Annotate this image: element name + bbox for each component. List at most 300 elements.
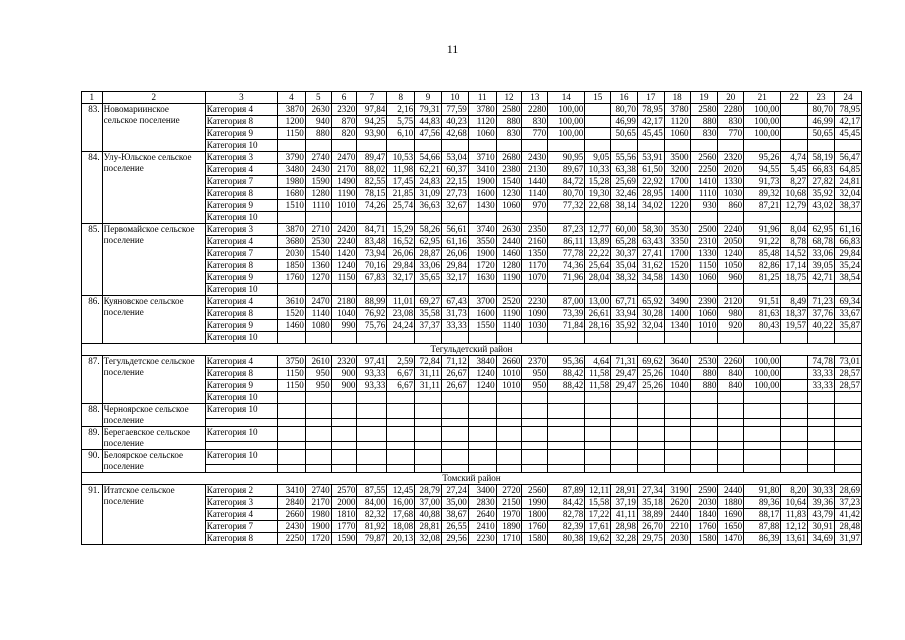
value-cell: 70,16 bbox=[357, 260, 387, 272]
value-cell: 2640 bbox=[468, 509, 496, 521]
value-cell: 31,73 bbox=[441, 308, 468, 320]
value-cell: 37,76 bbox=[808, 308, 835, 320]
value-cell: 23,08 bbox=[387, 308, 415, 320]
district-name: Томский район bbox=[82, 473, 862, 485]
value-cell bbox=[781, 392, 808, 404]
row-number: 84. bbox=[82, 152, 103, 224]
value-cell bbox=[415, 427, 442, 442]
value-cell bbox=[718, 332, 744, 344]
value-cell: 1550 bbox=[468, 320, 496, 332]
value-cell: 66,83 bbox=[834, 236, 861, 248]
value-cell: 33,33 bbox=[441, 320, 468, 332]
value-cell: 42,71 bbox=[808, 272, 835, 284]
empty-cell bbox=[834, 419, 861, 427]
value-cell: 80,43 bbox=[744, 320, 781, 332]
empty-cell bbox=[357, 465, 387, 473]
value-cell: 100,00 bbox=[744, 356, 781, 368]
value-cell bbox=[781, 104, 808, 116]
empty-cell bbox=[548, 465, 585, 473]
value-cell bbox=[441, 392, 468, 404]
value-cell bbox=[718, 392, 744, 404]
value-cell: 2050 bbox=[718, 236, 744, 248]
value-cell: 1240 bbox=[468, 380, 496, 392]
value-cell: 18,37 bbox=[781, 308, 808, 320]
value-cell: 32,17 bbox=[387, 272, 415, 284]
value-cell bbox=[496, 450, 522, 465]
value-cell bbox=[781, 450, 808, 465]
value-cell bbox=[664, 392, 690, 404]
value-cell: 31,09 bbox=[415, 188, 442, 200]
value-cell: 87,23 bbox=[548, 224, 585, 236]
category-cell: Категория 10 bbox=[205, 427, 277, 442]
empty-cell bbox=[664, 442, 690, 450]
value-cell: 1140 bbox=[496, 320, 522, 332]
empty-cell bbox=[611, 442, 638, 450]
value-cell: 12,79 bbox=[781, 200, 808, 212]
value-cell: 1600 bbox=[468, 188, 496, 200]
value-cell: 1040 bbox=[664, 368, 690, 380]
value-cell: 1060 bbox=[468, 128, 496, 140]
value-cell: 33,67 bbox=[834, 308, 861, 320]
value-cell: 900 bbox=[331, 380, 357, 392]
value-cell bbox=[611, 140, 638, 152]
value-cell: 1590 bbox=[305, 176, 331, 188]
value-cell: 2620 bbox=[664, 497, 690, 509]
value-cell: 67,83 bbox=[357, 272, 387, 284]
value-cell: 2530 bbox=[690, 356, 718, 368]
value-cell: 35,58 bbox=[415, 308, 442, 320]
value-cell bbox=[585, 128, 611, 140]
value-cell: 2240 bbox=[718, 224, 744, 236]
value-cell bbox=[357, 450, 387, 465]
value-cell: 1800 bbox=[522, 509, 548, 521]
value-cell: 85,48 bbox=[744, 248, 781, 260]
value-cell: 69,62 bbox=[637, 356, 664, 368]
value-cell: 25,64 bbox=[585, 260, 611, 272]
value-cell: 1340 bbox=[664, 320, 690, 332]
value-cell: 3740 bbox=[468, 224, 496, 236]
value-cell: 2260 bbox=[718, 356, 744, 368]
category-cell: Категория 9 bbox=[205, 272, 277, 284]
value-cell: 840 bbox=[718, 368, 744, 380]
value-cell: 95,26 bbox=[744, 152, 781, 164]
table-row bbox=[82, 404, 862, 419]
value-cell: 29,56 bbox=[441, 533, 468, 545]
value-cell: 3410 bbox=[468, 164, 496, 176]
value-cell: 2440 bbox=[718, 485, 744, 497]
table-row bbox=[82, 296, 862, 308]
value-cell: 2250 bbox=[690, 164, 718, 176]
value-cell: 940 bbox=[305, 116, 331, 128]
value-cell: 19,62 bbox=[585, 533, 611, 545]
value-cell: 1200 bbox=[278, 116, 306, 128]
value-cell bbox=[611, 332, 638, 344]
value-cell: 3870 bbox=[278, 224, 306, 236]
value-cell bbox=[387, 212, 415, 224]
value-cell: 26,55 bbox=[441, 521, 468, 533]
category-cell: Категория 10 bbox=[205, 392, 277, 404]
value-cell bbox=[468, 404, 496, 419]
value-cell: 1630 bbox=[468, 272, 496, 284]
value-cell: 1510 bbox=[278, 200, 306, 212]
value-cell bbox=[496, 392, 522, 404]
value-cell: 26,67 bbox=[441, 380, 468, 392]
value-cell: 90,95 bbox=[548, 152, 585, 164]
category-cell: Категория 10 bbox=[205, 450, 277, 465]
category-cell: Категория 10 bbox=[205, 332, 277, 344]
empty-cell bbox=[441, 419, 468, 427]
value-cell: 71,23 bbox=[808, 296, 835, 308]
value-cell bbox=[496, 427, 522, 442]
value-cell: 2720 bbox=[496, 485, 522, 497]
empty-cell bbox=[496, 465, 522, 473]
value-cell: 1980 bbox=[278, 176, 306, 188]
empty-cell bbox=[441, 465, 468, 473]
empty-cell bbox=[305, 419, 331, 427]
value-cell: 1650 bbox=[718, 521, 744, 533]
value-cell: 91,51 bbox=[744, 296, 781, 308]
value-cell bbox=[834, 392, 861, 404]
value-cell bbox=[744, 392, 781, 404]
value-cell: 1720 bbox=[305, 533, 331, 545]
value-cell: 78,15 bbox=[357, 188, 387, 200]
value-cell: 80,38 bbox=[548, 533, 585, 545]
empty-cell bbox=[781, 442, 808, 450]
value-cell: 89,32 bbox=[744, 188, 781, 200]
value-cell bbox=[357, 332, 387, 344]
empty-cell bbox=[468, 442, 496, 450]
value-cell: 1410 bbox=[690, 176, 718, 188]
value-cell: 47,56 bbox=[415, 128, 442, 140]
value-cell: 1880 bbox=[718, 497, 744, 509]
value-cell: 1280 bbox=[496, 260, 522, 272]
value-cell bbox=[690, 140, 718, 152]
value-cell: 10,53 bbox=[387, 152, 415, 164]
value-cell: 2170 bbox=[305, 497, 331, 509]
empty-cell bbox=[278, 442, 306, 450]
value-cell: 1170 bbox=[522, 260, 548, 272]
value-cell: 880 bbox=[690, 380, 718, 392]
empty-cell bbox=[611, 465, 638, 473]
value-cell: 1850 bbox=[278, 260, 306, 272]
value-cell: 1540 bbox=[496, 176, 522, 188]
value-cell: 27,34 bbox=[637, 485, 664, 497]
value-cell: 2630 bbox=[305, 104, 331, 116]
value-cell: 26,67 bbox=[441, 368, 468, 380]
value-cell bbox=[415, 212, 442, 224]
value-cell: 5,75 bbox=[387, 116, 415, 128]
value-cell: 6,67 bbox=[387, 368, 415, 380]
value-cell: 91,73 bbox=[744, 176, 781, 188]
value-cell bbox=[690, 284, 718, 296]
value-cell: 830 bbox=[690, 128, 718, 140]
value-cell: 83,48 bbox=[357, 236, 387, 248]
row-number: 88. bbox=[82, 404, 103, 427]
value-cell: 1760 bbox=[522, 521, 548, 533]
empty-cell bbox=[331, 465, 357, 473]
value-cell bbox=[781, 128, 808, 140]
value-cell: 14,52 bbox=[781, 248, 808, 260]
value-cell: 63,43 bbox=[637, 236, 664, 248]
value-cell bbox=[585, 427, 611, 442]
value-cell: 1190 bbox=[331, 188, 357, 200]
value-cell: 2710 bbox=[305, 224, 331, 236]
value-cell: 1030 bbox=[718, 188, 744, 200]
value-cell: 62,21 bbox=[415, 164, 442, 176]
value-cell: 28,57 bbox=[834, 368, 861, 380]
value-cell: 39,36 bbox=[808, 497, 835, 509]
value-cell: 77,32 bbox=[548, 200, 585, 212]
value-cell: 87,88 bbox=[744, 521, 781, 533]
value-cell: 880 bbox=[690, 368, 718, 380]
value-cell: 35,24 bbox=[834, 260, 861, 272]
value-cell bbox=[496, 332, 522, 344]
value-cell: 37,23 bbox=[834, 497, 861, 509]
value-cell: 100,00 bbox=[744, 128, 781, 140]
value-cell: 2590 bbox=[690, 485, 718, 497]
value-cell: 12,45 bbox=[387, 485, 415, 497]
value-cell bbox=[664, 332, 690, 344]
value-cell: 100,00 bbox=[548, 116, 585, 128]
category-cell: Категория 4 bbox=[205, 509, 277, 521]
value-cell: 80,70 bbox=[808, 104, 835, 116]
value-cell: 22,15 bbox=[441, 176, 468, 188]
empty-cell bbox=[637, 465, 664, 473]
value-cell: 970 bbox=[522, 200, 548, 212]
row-number: 89. bbox=[82, 427, 103, 450]
value-cell: 79,31 bbox=[415, 104, 442, 116]
value-cell: 1470 bbox=[718, 533, 744, 545]
value-cell: 32,08 bbox=[415, 533, 442, 545]
value-cell: 3840 bbox=[468, 356, 496, 368]
empty-cell bbox=[415, 465, 442, 473]
value-cell: 62,95 bbox=[808, 224, 835, 236]
value-cell: 89,36 bbox=[744, 497, 781, 509]
value-cell bbox=[522, 450, 548, 465]
value-cell: 2740 bbox=[305, 485, 331, 497]
value-cell: 17,68 bbox=[387, 509, 415, 521]
empty-cell bbox=[387, 419, 415, 427]
value-cell: 35,04 bbox=[611, 260, 638, 272]
value-cell bbox=[468, 212, 496, 224]
value-cell: 1430 bbox=[664, 272, 690, 284]
value-cell bbox=[834, 332, 861, 344]
value-cell: 91,80 bbox=[744, 485, 781, 497]
value-cell: 82,78 bbox=[548, 509, 585, 521]
table-row bbox=[82, 356, 862, 368]
value-cell bbox=[548, 284, 585, 296]
value-cell: 38,32 bbox=[611, 272, 638, 284]
column-number-cell: 12 bbox=[496, 92, 522, 104]
value-cell bbox=[278, 212, 306, 224]
value-cell: 24,24 bbox=[387, 320, 415, 332]
value-cell: 2120 bbox=[718, 296, 744, 308]
value-cell: 3610 bbox=[278, 296, 306, 308]
value-cell: 31,11 bbox=[415, 368, 442, 380]
value-cell: 1330 bbox=[690, 248, 718, 260]
value-cell: 29,75 bbox=[637, 533, 664, 545]
value-cell: 37,00 bbox=[415, 497, 442, 509]
value-cell: 25,26 bbox=[637, 380, 664, 392]
value-cell: 1240 bbox=[468, 368, 496, 380]
value-cell bbox=[664, 212, 690, 224]
value-cell: 39,05 bbox=[808, 260, 835, 272]
value-cell: 15,28 bbox=[585, 176, 611, 188]
value-cell bbox=[637, 284, 664, 296]
value-cell: 28,95 bbox=[637, 188, 664, 200]
value-cell: 21,85 bbox=[387, 188, 415, 200]
category-cell: Категория 4 bbox=[205, 164, 277, 176]
column-number-cell: 7 bbox=[357, 92, 387, 104]
empty-cell bbox=[278, 465, 306, 473]
column-number-cell: 8 bbox=[387, 92, 415, 104]
value-cell bbox=[331, 140, 357, 152]
value-cell: 1060 bbox=[664, 128, 690, 140]
value-cell: 63,38 bbox=[611, 164, 638, 176]
value-cell: 1700 bbox=[664, 176, 690, 188]
value-cell: 32,28 bbox=[611, 533, 638, 545]
value-cell: 2530 bbox=[305, 236, 331, 248]
table-row bbox=[82, 152, 862, 164]
value-cell: 1120 bbox=[468, 116, 496, 128]
category-cell: Категория 8 bbox=[205, 308, 277, 320]
value-cell bbox=[718, 284, 744, 296]
value-cell: 1900 bbox=[468, 248, 496, 260]
empty-cell bbox=[637, 442, 664, 450]
value-cell: 30,28 bbox=[637, 308, 664, 320]
value-cell: 18,08 bbox=[387, 521, 415, 533]
value-cell: 87,00 bbox=[548, 296, 585, 308]
value-cell bbox=[331, 212, 357, 224]
value-cell: 88,42 bbox=[548, 380, 585, 392]
value-cell: 28,91 bbox=[611, 485, 638, 497]
column-number-cell: 19 bbox=[690, 92, 718, 104]
value-cell: 100,00 bbox=[744, 104, 781, 116]
value-cell bbox=[637, 450, 664, 465]
settlement-name: Белоярское сельское поселение bbox=[102, 450, 205, 473]
value-cell bbox=[781, 368, 808, 380]
value-cell: 43,02 bbox=[808, 200, 835, 212]
category-cell: Категория 7 bbox=[205, 176, 277, 188]
value-cell: 830 bbox=[496, 128, 522, 140]
value-cell: 61,50 bbox=[637, 164, 664, 176]
value-cell: 62,95 bbox=[415, 236, 442, 248]
value-cell: 87,21 bbox=[744, 200, 781, 212]
value-cell: 94,55 bbox=[744, 164, 781, 176]
empty-cell bbox=[585, 442, 611, 450]
value-cell: 2170 bbox=[331, 164, 357, 176]
value-cell: 2560 bbox=[690, 152, 718, 164]
value-cell: 88,99 bbox=[357, 296, 387, 308]
value-cell: 2660 bbox=[278, 509, 306, 521]
value-cell: 25,74 bbox=[387, 200, 415, 212]
value-cell bbox=[305, 332, 331, 344]
value-cell: 64,85 bbox=[834, 164, 861, 176]
value-cell: 1460 bbox=[278, 320, 306, 332]
category-cell: Категория 4 bbox=[205, 104, 277, 116]
value-cell: 13,00 bbox=[585, 296, 611, 308]
value-cell: 46,99 bbox=[808, 116, 835, 128]
value-cell: 3710 bbox=[468, 152, 496, 164]
empty-cell bbox=[305, 442, 331, 450]
value-cell: 88,42 bbox=[548, 368, 585, 380]
value-cell: 1700 bbox=[664, 248, 690, 260]
table-row bbox=[82, 224, 862, 236]
value-cell: 74,36 bbox=[548, 260, 585, 272]
value-cell: 1010 bbox=[690, 320, 718, 332]
value-cell bbox=[808, 392, 835, 404]
value-cell bbox=[834, 284, 861, 296]
value-cell: 37,19 bbox=[611, 497, 638, 509]
value-cell: 41,11 bbox=[611, 509, 638, 521]
value-cell: 2250 bbox=[278, 533, 306, 545]
value-cell: 1240 bbox=[718, 248, 744, 260]
value-cell: 1580 bbox=[690, 533, 718, 545]
value-cell bbox=[808, 450, 835, 465]
value-cell: 100,00 bbox=[548, 104, 585, 116]
value-cell: 17,22 bbox=[585, 509, 611, 521]
value-cell: 40,22 bbox=[808, 320, 835, 332]
value-cell bbox=[496, 212, 522, 224]
value-cell: 1810 bbox=[331, 509, 357, 521]
value-cell: 78,95 bbox=[637, 104, 664, 116]
value-cell bbox=[331, 404, 357, 419]
value-cell bbox=[522, 404, 548, 419]
value-cell: 2320 bbox=[718, 152, 744, 164]
value-cell: 33,33 bbox=[808, 380, 835, 392]
value-cell: 980 bbox=[718, 308, 744, 320]
value-cell: 10,64 bbox=[781, 497, 808, 509]
value-cell: 71,84 bbox=[548, 320, 585, 332]
value-cell bbox=[718, 450, 744, 465]
value-cell: 6,10 bbox=[387, 128, 415, 140]
value-cell: 34,02 bbox=[637, 200, 664, 212]
value-cell: 860 bbox=[718, 200, 744, 212]
value-cell bbox=[357, 140, 387, 152]
value-cell: 950 bbox=[522, 368, 548, 380]
value-cell bbox=[305, 392, 331, 404]
settlement-name: Тегульдетское сельское поселение bbox=[102, 356, 205, 404]
value-cell: 82,86 bbox=[744, 260, 781, 272]
value-cell: 2180 bbox=[331, 296, 357, 308]
value-cell: 75,76 bbox=[357, 320, 387, 332]
value-cell bbox=[522, 284, 548, 296]
value-cell: 93,33 bbox=[357, 368, 387, 380]
value-cell bbox=[357, 392, 387, 404]
value-cell bbox=[611, 392, 638, 404]
category-cell: Категория 7 bbox=[205, 248, 277, 260]
value-cell: 1460 bbox=[496, 248, 522, 260]
column-number-row bbox=[82, 92, 862, 104]
value-cell bbox=[441, 212, 468, 224]
row-number: 91. bbox=[82, 485, 103, 545]
value-cell: 28,57 bbox=[834, 380, 861, 392]
value-cell: 67,71 bbox=[611, 296, 638, 308]
value-cell: 60,37 bbox=[441, 164, 468, 176]
value-cell: 88,02 bbox=[357, 164, 387, 176]
value-cell: 91,96 bbox=[744, 224, 781, 236]
value-cell: 2280 bbox=[718, 104, 744, 116]
value-cell: 28,79 bbox=[415, 485, 442, 497]
value-cell: 1760 bbox=[278, 272, 306, 284]
value-cell bbox=[834, 427, 861, 442]
value-cell: 2020 bbox=[718, 164, 744, 176]
empty-cell bbox=[808, 419, 835, 427]
value-cell bbox=[585, 392, 611, 404]
value-cell: 3640 bbox=[664, 356, 690, 368]
empty-cell bbox=[585, 465, 611, 473]
value-cell bbox=[357, 284, 387, 296]
